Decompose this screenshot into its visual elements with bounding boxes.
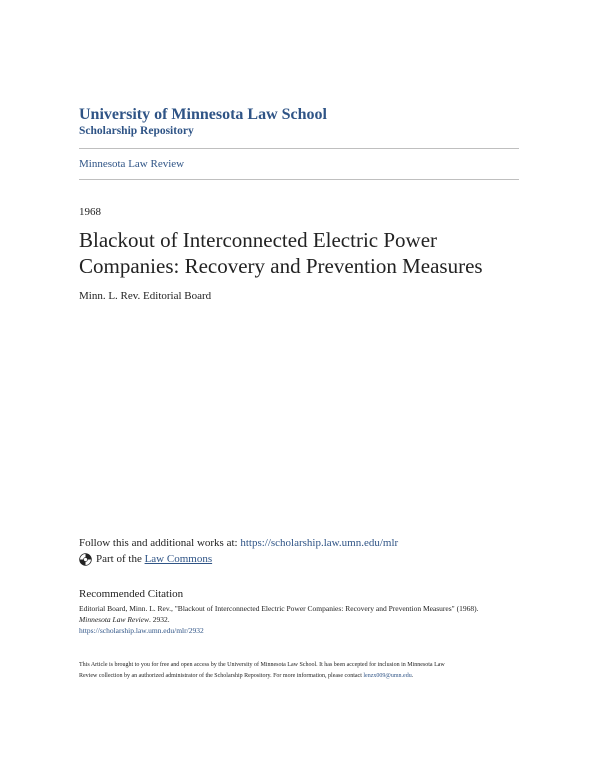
- citation-journal: Minnesota Law Review: [79, 615, 149, 624]
- notice-line-1: This Article is brought to you for free and open access by the University of Minnesota Law School. It has been accepted for inclusion in Minnesota Law: [79, 662, 445, 668]
- bepress-commons-icon: [79, 553, 92, 566]
- recommended-citation-heading: Recommended Citation: [79, 588, 184, 600]
- contact-email-link[interactable]: lenzx009@umn.edu: [363, 673, 412, 679]
- institution-title[interactable]: University of Minnesota Law School: [79, 106, 327, 123]
- citation-line-1: Editorial Board, Minn. L. Rev., "Blackout of Interconnected Electric Power Companies: Recovery and Prevention Measures" (1968).: [79, 604, 479, 613]
- follow-prefix: Follow this and additional works at:: [79, 537, 241, 549]
- repository-title[interactable]: Scholarship Repository: [79, 125, 194, 137]
- notice-line-2: [79, 671, 529, 682]
- citation-journal-suffix: . 2932.: [149, 615, 170, 624]
- author: Minn. L. Rev. Editorial Board: [79, 290, 212, 302]
- document-title-line-1: Blackout of Interconnected Electric Power: [79, 228, 438, 252]
- publication-year: 1968: [79, 206, 101, 218]
- part-of-line: [79, 553, 212, 566]
- notice-line-2-prefix: Review collection by an authorized administrator of the Scholarship Repository. For more information, please contact: [79, 673, 364, 679]
- divider-bottom: [79, 179, 519, 180]
- collection-link[interactable]: Minnesota Law Review: [79, 158, 185, 170]
- follow-url-link[interactable]: https://scholarship.law.umn.edu/mlr: [240, 537, 399, 549]
- follow-line: [79, 537, 398, 550]
- part-of-prefix: Part of the: [96, 553, 142, 565]
- notice-line-2-suffix: .: [411, 673, 414, 679]
- citation-line-2: [79, 614, 529, 625]
- divider-top: [79, 148, 519, 149]
- law-commons-link[interactable]: Law Commons: [144, 553, 213, 565]
- recommended-citation-body: [79, 603, 529, 636]
- citation-url-link[interactable]: https://scholarship.law.umn.edu/mlr/2932: [79, 626, 204, 635]
- document-title-line-2: Companies: Recovery and Prevention Measures: [79, 254, 483, 278]
- access-notice: [79, 660, 529, 682]
- document-title: [79, 227, 529, 279]
